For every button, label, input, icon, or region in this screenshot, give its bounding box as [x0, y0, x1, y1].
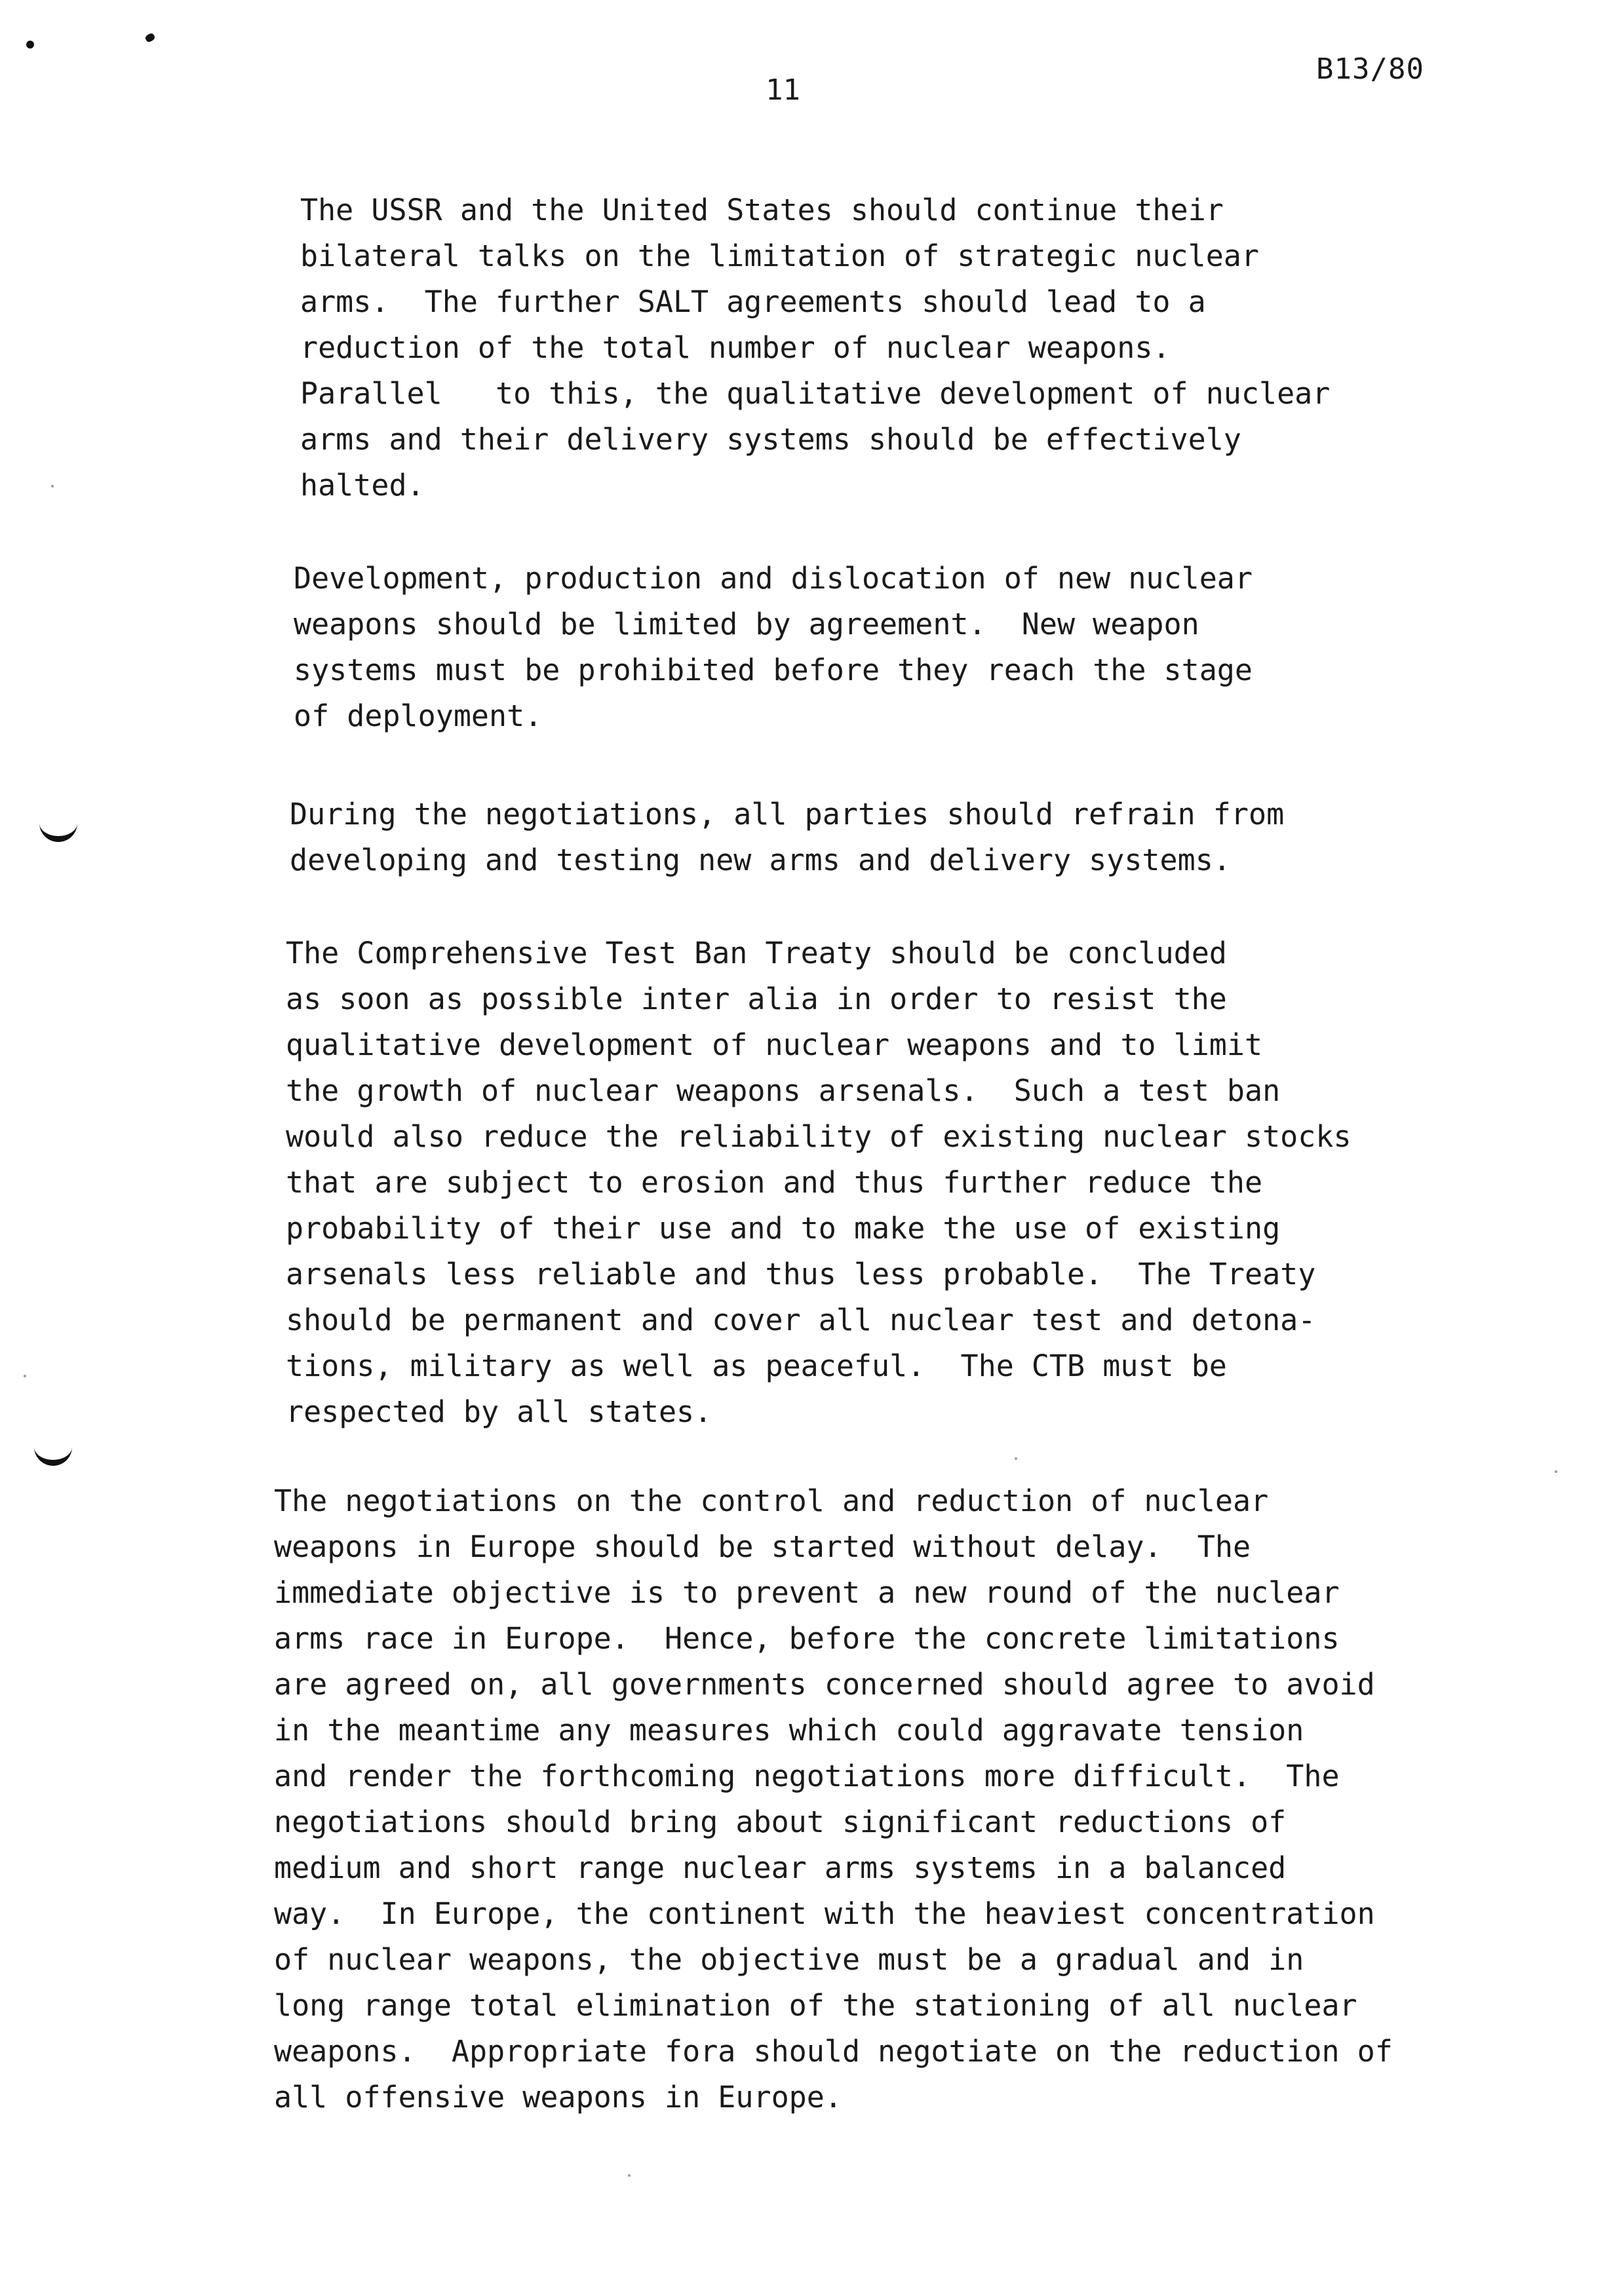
scan-speck	[51, 485, 54, 488]
scan-speck	[1555, 1470, 1557, 1473]
punch-hole-mark	[39, 813, 77, 842]
paragraph-new-weapons-limits: Development, production and dislocation of new nuclear weapons should be limited by agreement. New weapon systems must be prohibited before they reach the stage of deployment.	[294, 561, 1253, 733]
scan-speck	[628, 2174, 631, 2177]
document-reference: B13/80	[1316, 52, 1424, 86]
paragraph-test-ban-treaty: The Comprehensive Test Ban Treaty should be concluded as soon as possible inter alia in order to resist the qualitative development of nuclear weapons and to limit the growth of nuclear weapons arsenals. Such a test ban would also reduce the reliability of existing nuclear stocks that are subject to erosion and thus further reduce the probability of their use and to make the use of existing arsenals less reliable and thus less probable. The Treaty should be permanent and cover all nuclear test and detona- tions, military as well as peaceful. The CTB must be respected by all states.	[286, 936, 1352, 1429]
scan-mark-dot	[144, 32, 156, 43]
page-number: 11	[766, 73, 800, 107]
scan-speck	[1015, 1457, 1017, 1460]
paragraph-salt-talks: The USSR and the United States should continue their bilateral talks on the limitation of strategic nuclear arms. The further SALT agreements should lead to a reduction of the total number of nuclear weapons. Parallel to this, the qualitative development of nuclear arms and their delivery systems should be effectively halted.	[300, 193, 1331, 503]
scan-speck	[24, 1375, 26, 1377]
paragraph-europe-negotiations: The negotiations on the control and reduction of nuclear weapons in Europe should be started without delay. The immediate objective is to prevent a new round of the nuclear arms race in Europe. Hence, before the concrete limitations are agreed on, all governments concerned should agree to avoid in the meantime any measures which could aggravate tension and render the forthcoming negotiations more difficult. The negotiations should bring about significant reductions of medium and short range nuclear arms systems in a balanced way. In Europe, the continent with the heaviest concentration of nuclear weapons, the objective must be a gradual and in long range total elimination of the stationing of all nuclear weapons. Appropriate fora should negotiate on the reduction of all offensive weapons in Europe.	[274, 1483, 1393, 2114]
scan-mark-dot	[26, 41, 34, 48]
punch-hole-mark	[34, 1436, 72, 1466]
paragraph-negotiation-restraint: During the negotiations, all parties should refrain from developing and testing new arms and delivery systems.	[290, 797, 1285, 877]
